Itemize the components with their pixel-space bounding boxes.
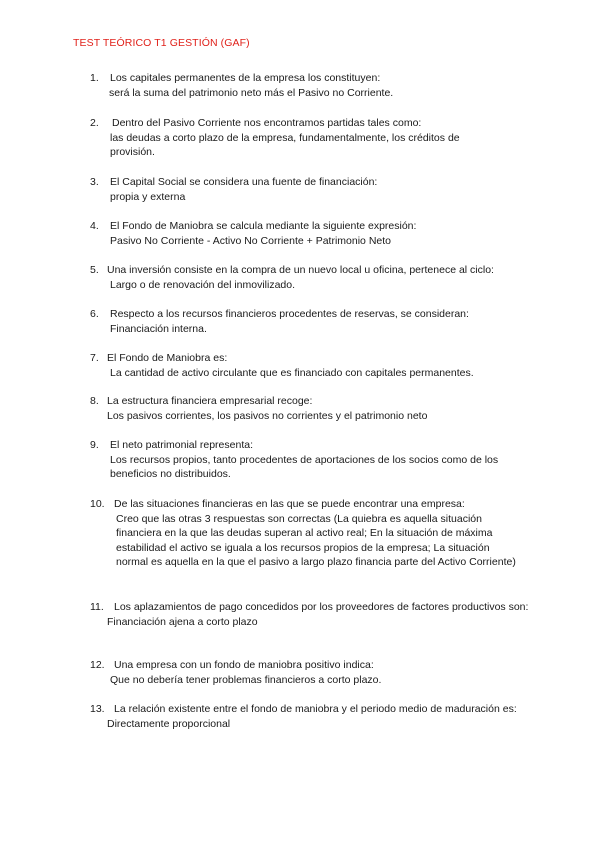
question-item [90, 175, 530, 204]
question-item [90, 600, 530, 629]
question-item [90, 702, 530, 731]
answer-text: Pasivo No Corriente - Activo No Corriente + Patrimonio Neto [110, 234, 391, 247]
question-number: 11. [90, 601, 104, 613]
question-number: 6. [90, 308, 99, 320]
question-text: Una inversión consiste en la compra de un nuevo local u oficina, pertenece al ciclo: [107, 264, 494, 276]
question-number: 2. [90, 117, 99, 129]
question-number: 3. [90, 176, 99, 188]
answer-text: Largo o de renovación del inmovilizado. [110, 278, 296, 291]
question-number: 8. [90, 395, 99, 407]
question-item [90, 307, 530, 336]
question-text: El neto patrimonial representa: [110, 439, 253, 451]
question-text: El Fondo de Maniobra se calcula mediante la siguiente expresión: [110, 220, 417, 232]
question-text: Los aplazamientos de pago concedidos por los proveedores de factores productivos son: [114, 601, 529, 613]
answer-text: Los recursos propios, tanto procedentes de aportaciones de los socios como de los beneficios no distribuidos. [110, 453, 502, 481]
answer-text: Creo que las otras 3 respuestas son correctas (La quiebra es aquella situación financiera en la que las deudas superan al activo real; En la situación de máxima estabilidad el activo se iguala a los recursos propios de la empresa; La situación normal es aquella en la que el pasivo a largo plazo financia parte del Activo Corriente) [116, 512, 516, 569]
question-number: 1. [90, 72, 99, 84]
answer-text: Que no debería tener problemas financieros a corto plazo. [110, 673, 382, 686]
question-number: 4. [90, 220, 99, 232]
question-text: Dentro del Pasivo Corriente nos encontramos partidas tales como: [112, 117, 422, 129]
answer-text: será la suma del patrimonio neto más el Pasivo no Corriente. [109, 86, 394, 99]
question-text: De las situaciones financieras en las que se puede encontrar una empresa: [114, 498, 465, 510]
question-text: Una empresa con un fondo de maniobra positivo indica: [114, 659, 374, 671]
question-text: La estructura financiera empresarial recoge: [107, 395, 313, 407]
question-text: La relación existente entre el fondo de maniobra y el periodo medio de maduración es: [114, 703, 517, 715]
answer-text: La cantidad de activo circulante que es financiado con capitales permanentes. [110, 366, 474, 379]
answer-text: Los pasivos corrientes, los pasivos no corrientes y el patrimonio neto [107, 409, 428, 422]
document-title: TEST TEÓRICO T1 GESTIÓN (GAF) [73, 37, 250, 49]
answer-text: las deudas a corto plazo de la empresa, fundamentalmente, los créditos de provisión. [110, 131, 463, 159]
question-item [90, 219, 530, 248]
answer-text: Financiación interna. [110, 322, 207, 335]
question-text: El Capital Social se considera una fuente de financiación: [110, 176, 378, 188]
question-number: 13. [90, 703, 105, 715]
question-item [90, 394, 530, 423]
question-number: 10. [90, 498, 105, 510]
question-number: 7. [90, 352, 99, 364]
question-number: 9. [90, 439, 99, 451]
question-item [90, 351, 530, 380]
question-item [90, 116, 530, 160]
question-item [90, 263, 530, 292]
question-text: El Fondo de Maniobra es: [107, 352, 228, 364]
question-item [90, 497, 530, 570]
answer-text: propia y externa [110, 190, 186, 203]
question-text: Respecto a los recursos financieros procedentes de reservas, se consideran: [110, 308, 469, 320]
question-item [90, 658, 530, 687]
answer-text: Directamente proporcional [107, 717, 231, 730]
question-number: 5. [90, 264, 99, 276]
answer-text: Financiación ajena a corto plazo [107, 615, 258, 628]
question-text: Los capitales permanentes de la empresa los constituyen: [110, 72, 381, 84]
question-item [90, 71, 530, 100]
question-number: 12. [90, 659, 105, 671]
question-item [90, 438, 530, 482]
